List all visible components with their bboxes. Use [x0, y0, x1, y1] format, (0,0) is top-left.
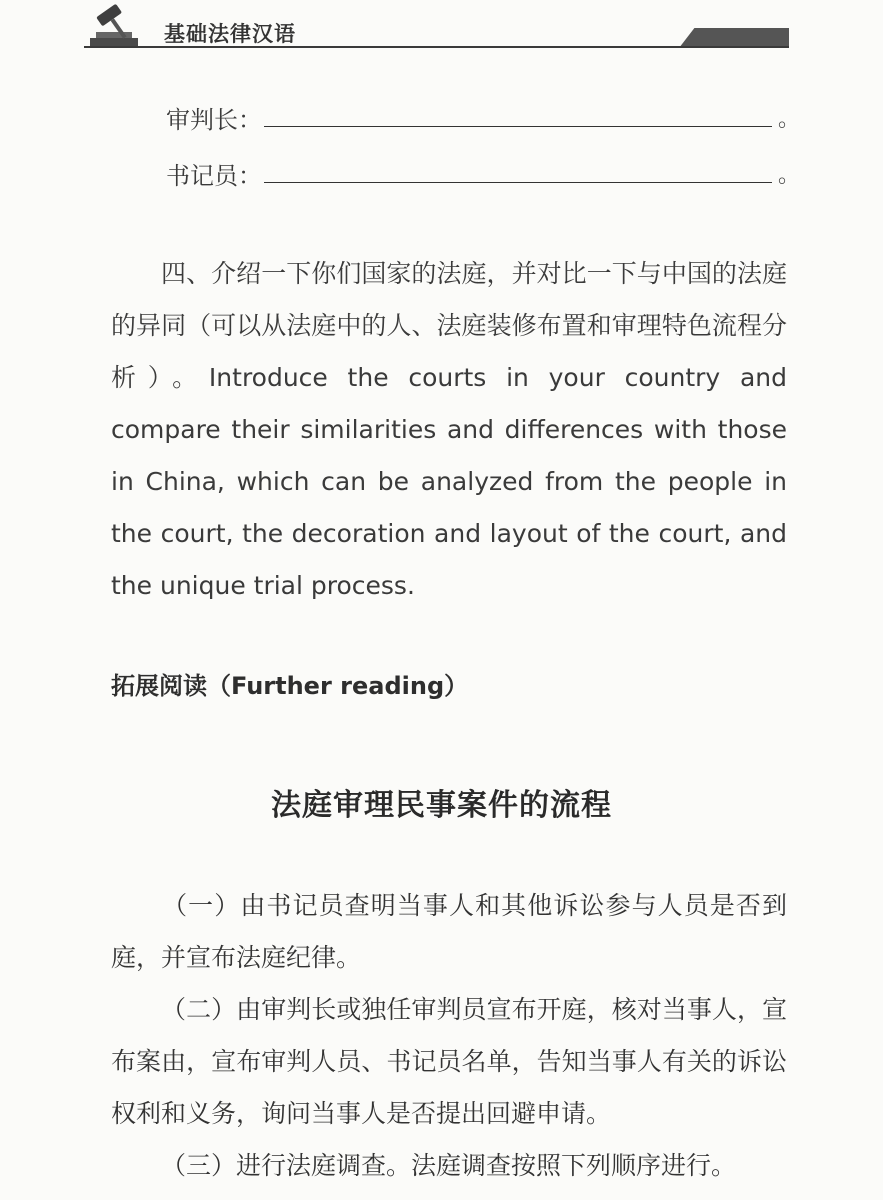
field-label: 书记员： — [166, 162, 262, 190]
step-3 — [111, 1140, 787, 1192]
further-reading-heading: 拓展阅读（Further reading） — [111, 672, 469, 700]
exercise-4-text: 四、介绍一下你们国家的法庭，并对比一下与中国的法庭的异同（可以从法庭中的人、法庭装修布置和审理特色流程分析）。Introduce the courts in your country and compare their similarities and differences with those in China, which can be analyzed from the people in the court, the decoration and layout of the court, and the unique trial process. — [111, 259, 787, 600]
exercise-4 — [111, 248, 787, 612]
step-2 — [111, 984, 787, 1140]
field-chief-judge — [166, 100, 801, 135]
book-title: 基础法律汉语 — [164, 22, 296, 46]
blank-line[interactable] — [264, 126, 772, 127]
blank-line[interactable] — [264, 182, 772, 183]
header-tab-decoration — [679, 28, 789, 48]
step-1-text: （一）由书记员查明当事人和其他诉讼参与人员是否到庭，并宣布法庭纪律。 — [111, 891, 787, 972]
field-label: 审判长： — [166, 106, 262, 134]
step-3-text: （三）进行法庭调查。法庭调查按照下列顺序进行。 — [161, 1151, 737, 1180]
step-1 — [111, 880, 787, 984]
step-2-text: （二）由审判长或独任审判员宣布开庭，核对当事人，宣布案由，宣布审判人员、书记员名单，告知当事人有关的诉讼权利和义务，询问当事人是否提出回避申请。 — [111, 995, 787, 1128]
field-end: 。 — [778, 107, 801, 132]
page-header — [0, 0, 883, 60]
header-rule — [84, 46, 789, 48]
section-title: 法庭审理民事案件的流程 — [271, 788, 612, 823]
field-clerk — [166, 156, 801, 191]
gavel-icon — [84, 4, 144, 48]
field-end: 。 — [778, 163, 801, 188]
